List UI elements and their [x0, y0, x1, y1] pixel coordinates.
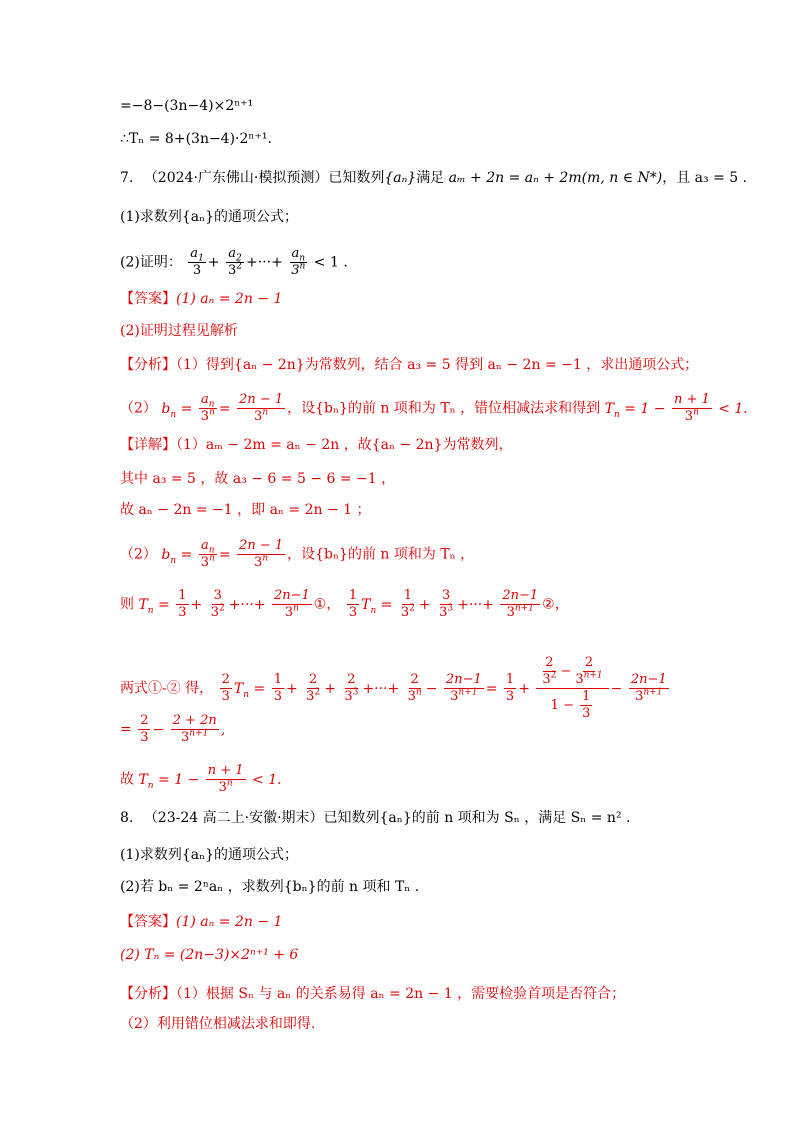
fraction: $\frac{1}{3}$: [273, 672, 282, 704]
analysis-tag: 【分析】: [120, 357, 176, 373]
answer-text: (1) aₙ = 2n − 1: [176, 291, 283, 307]
sequence-symbol: {aₙ}: [384, 170, 417, 186]
detail-line: [120, 500, 371, 520]
inequality-tail: < 1 .: [313, 254, 348, 271]
fraction: $\frac{1}{3}$: [178, 588, 187, 620]
fraction: $\frac{2n-1}{3^{n+1}}$: [502, 588, 539, 620]
question-part: (1)求数列{aₙ}的通项公式；: [120, 209, 299, 225]
fraction: $\frac{1}{3}$: [505, 672, 515, 704]
equation-text: ∴Tₙ = 8+(3n−4)·2ⁿ⁺¹.: [120, 131, 272, 147]
detail-text: =: [120, 721, 132, 738]
analysis-text: （1）得到{aₙ − 2n}为常数列，结合 a₃ = 5 得到 aₙ − 2n = −1 ，求出通项公式；: [176, 357, 699, 373]
detail-line: [120, 763, 282, 796]
circled-label: ②，: [542, 596, 569, 613]
formula: $T_n = 1$ − $\frac{n + 1}{3^n}$ < 1.: [138, 763, 282, 795]
answer-line: [120, 321, 238, 341]
question-text: （23-24 高二上·安徽·期末）已知数列{aₙ}的前 n 项和为 Sₙ ，满足 Sₙ = n² .: [143, 810, 631, 826]
question-7-part-1: [120, 207, 298, 227]
fraction: $\frac{a_n}{3^n}$: [291, 246, 306, 278]
fraction: $\frac{2 + 2n}{3^{n+1}}$: [172, 713, 217, 745]
analysis-line: [120, 392, 748, 425]
detail-text: 其中 a₃ = 5 ，故 a₃ − 6 = 5 − 6 = −1 ，: [120, 471, 396, 487]
compound-fraction: $\frac{2}{3^2}$ − $\frac{2}{3^{n+1}}$ 1 − $\frac{1}{3}$: [536, 655, 608, 722]
fraction: $\frac{a_1}{3}$: [190, 246, 204, 278]
answer-line: [120, 945, 298, 965]
fraction: $\frac{2}{3}$: [221, 672, 230, 704]
fraction: $\frac{1}{3}$: [348, 588, 358, 620]
analysis-line: [120, 355, 698, 375]
detail-text: （2）: [120, 546, 157, 563]
fraction: $\frac{2n - 1}{3^n}$: [239, 392, 284, 424]
analysis-text: （2）: [120, 400, 157, 417]
detail-text: 故 aₙ − 2n = −1 ，即 aₙ = 2n − 1 ；: [120, 502, 371, 518]
fraction: $\frac{a_n}{3^n}$: [200, 392, 215, 424]
formula: $b_n$ = $\frac{a_n}{3^n}$ = $\frac{2n - 1}{3^n}$: [161, 538, 284, 570]
fraction: $\frac{3}{3^3}$: [439, 588, 454, 620]
question-8-part-2: [120, 877, 419, 897]
question-part: (2)若 bₙ = 2ⁿaₙ ，求数列{bₙ}的前 n 项和 Tₙ .: [120, 879, 420, 895]
detail-line: [120, 713, 225, 746]
detail-text: （1）aₘ − 2m = aₙ − 2n ，故{aₙ − 2n}为常数列，: [176, 437, 513, 453]
formula: $b_n$ = $\frac{a_n}{3^n}$ = $\frac{2n - 1}{3^n}$: [161, 392, 284, 424]
fraction: $\frac{n + 1}{3^n}$: [207, 763, 244, 795]
analysis-text: （2）利用错位相减法求和即得.: [120, 1016, 316, 1032]
fraction: $\frac{n + 1}{3^n}$: [673, 392, 710, 424]
answer-tag: 【答案】: [120, 291, 176, 307]
answer-text: (1) aₙ = 2n − 1: [176, 914, 283, 930]
fraction: $\frac{1}{3^2}$: [400, 588, 415, 620]
detail-line: [120, 469, 395, 489]
fraction: $\frac{2}{3^2}$: [306, 672, 321, 704]
equation-text: =−8−(3n−4)×2ⁿ⁺¹: [120, 98, 254, 114]
answer-tag: 【答案】: [120, 914, 176, 930]
fraction: $\frac{2n-1}{3^{n+1}}$: [630, 672, 667, 704]
detail-line: [120, 435, 512, 455]
detail-text: 故: [120, 771, 134, 788]
formula: $\frac{2}{3}$ $T_n$ = $\frac{1}{3}$ + $\frac{2}{3^2}$ + $\frac{2}{3^3}$ +···+ $\frac{2}{3^n}$ − $\frac{2n-1}{3^{n+1}}$ = $\frac{1}{3}$ + $\frac{2}{3^2}$ − $\frac{2}{3^{n+1}}$ 1 − $\frac{1}{3}$ − $\frac{2n-1}{3^{n+1}}$: [221, 655, 667, 721]
fraction: $\frac{2n-1}{3^n}$: [273, 588, 310, 620]
detail-line: [120, 538, 474, 571]
analysis-line: [120, 1014, 315, 1034]
fraction: $\frac{2n - 1}{3^n}$: [239, 538, 284, 570]
question-text: ，且 a₃ = 5 .: [662, 170, 748, 186]
question-part-label: (2)证明：: [120, 254, 182, 271]
question-number: 8.: [120, 810, 134, 826]
question-8-part-1: [120, 845, 298, 865]
fraction: $\frac{a_n}{3^n}$: [200, 538, 215, 570]
analysis-text: （1）根据 Sₙ 与 aₙ 的关系易得 aₙ = 2n − 1 ，需要检验首项是否符合；: [176, 986, 626, 1002]
formula: $\frac{2}{3}$ − $\frac{2 + 2n}{3^{n+1}}$ ,: [140, 713, 226, 745]
fraction: $\frac{2n-1}{3^{n+1}}$: [445, 672, 482, 704]
detail-line: [120, 655, 671, 722]
equation-line: [120, 129, 272, 149]
formula: $T_n = 1$ − $\frac{n + 1}{3^n}$ < 1.: [604, 392, 748, 424]
answer-text: (2)证明过程见解析: [120, 323, 238, 339]
detail-text: 两式①-② 得，: [120, 680, 214, 697]
fraction: $\frac{2}{3^3}$: [344, 672, 359, 704]
question-source: （2024·广东佛山·模拟预测）已知数列: [143, 170, 385, 186]
analysis-text: ，设{bₙ}的前 n 项和为 Tₙ ，错位相减法求和得到: [287, 400, 601, 417]
fraction: $\frac{2}{3^n}$: [407, 672, 422, 704]
answer-text: (2) Tₙ = (2n−3)×2ⁿ⁺¹ + 6: [120, 947, 299, 963]
fraction: $\frac{a_2}{3^2}$: [227, 246, 242, 278]
question-text: 满足: [416, 170, 445, 186]
detail-line: [120, 588, 569, 621]
question-8: [120, 808, 630, 828]
question-part: (1)求数列{aₙ}的通项公式；: [120, 847, 299, 863]
answer-line: [120, 912, 282, 932]
detail-text: ，设{bₙ}的前 n 项和为 Tₙ ，: [287, 546, 475, 563]
detail-tag: 【详解】: [120, 437, 176, 453]
answer-line: [120, 289, 282, 309]
formula: $T_n$ = $\frac{1}{3}$ + $\frac{3}{3^2}$ +···+ $\frac{2n-1}{3^n}$: [138, 588, 310, 620]
question-7: [120, 168, 747, 188]
equation-line: [120, 96, 253, 116]
fraction: $\frac{3}{3^2}$: [210, 588, 225, 620]
question-7-part-2: (2)证明： $\frac{a_1}{3}$ + $\frac{a_2}{3^2}$ +···+ $\frac{a_n}{3^n}$ < 1 .: [120, 246, 348, 278]
question-number: 7.: [120, 170, 134, 186]
condition-formula: aₘ + 2n = aₙ + 2m(m, n ∈ N*): [448, 170, 663, 186]
analysis-tag: 【分析】: [120, 986, 176, 1002]
detail-text: 则: [120, 596, 134, 613]
formula: $\frac{1}{3}$ $T_n$ = $\frac{1}{3^2}$ + $\frac{3}{3^3}$ +···+ $\frac{2n-1}{3^{n+1}}$: [348, 588, 539, 620]
circled-label: ①，: [313, 596, 341, 613]
analysis-line: [120, 984, 625, 1004]
fraction: $\frac{2}{3}$: [140, 713, 149, 745]
